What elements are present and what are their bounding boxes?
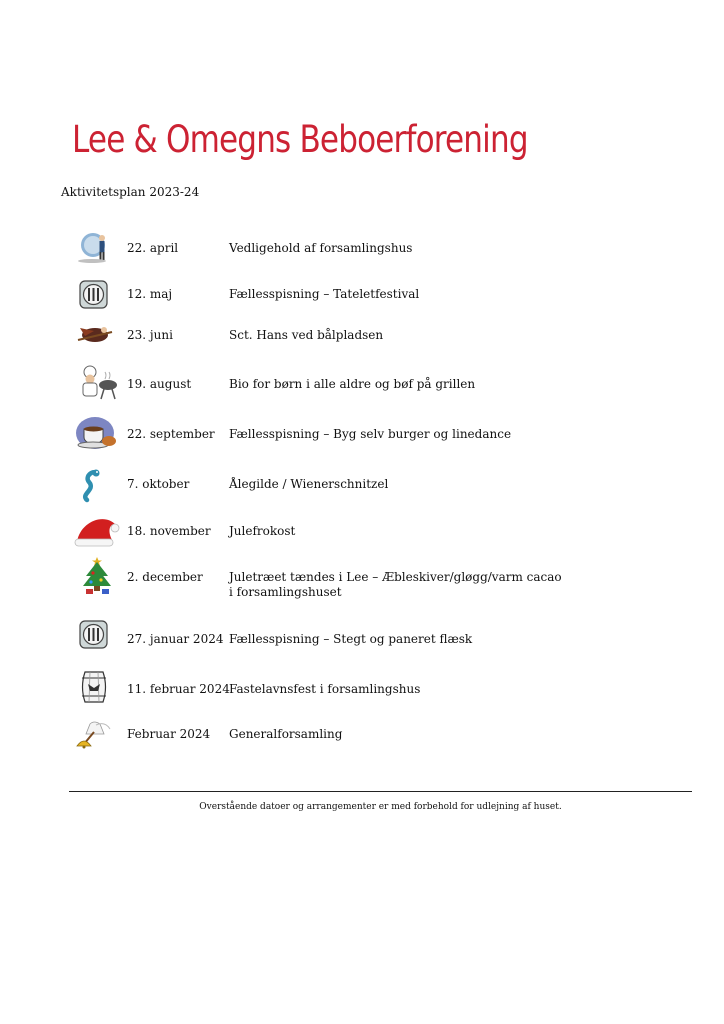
activity-date: 23. juni bbox=[127, 328, 173, 342]
activity-title: Sct. Hans ved bålpladsen bbox=[229, 328, 384, 342]
bell-icon bbox=[74, 716, 120, 756]
barrel-icon bbox=[74, 668, 120, 708]
footer-divider bbox=[69, 791, 692, 792]
santa-hat-icon bbox=[74, 512, 120, 552]
activity-title: Fællesspisning – Tateletfestival bbox=[229, 287, 420, 301]
activity-date: 12. maj bbox=[127, 287, 173, 301]
activity-title: Julefrokost bbox=[229, 524, 296, 538]
coffee-cup-icon bbox=[74, 414, 120, 454]
witch-broom-icon bbox=[74, 318, 120, 358]
activity-date: 19. august bbox=[127, 377, 192, 391]
handyman-icon bbox=[74, 230, 120, 270]
activity-title: Fællesspisning – Stegt og paneret flæsk bbox=[229, 632, 473, 646]
activity-date: 7. oktober bbox=[127, 477, 190, 491]
christmas-tree-icon bbox=[74, 556, 120, 596]
activity-date: 27. januar 2024 bbox=[127, 632, 224, 646]
page-title: Lee & Omegns Beboerforening bbox=[72, 118, 528, 161]
activity-date: 11. februar 2024 bbox=[127, 682, 230, 696]
plate-cutlery-icon bbox=[74, 618, 120, 658]
footer-note: Overstående datoer og arrangementer er med forbehold for udlejning af huset. bbox=[199, 802, 562, 812]
activity-title: Bio for børn i alle aldre og bøf på grillen bbox=[229, 377, 476, 391]
activity-title: Juletræet tændes i Lee – Æbleskiver/gløgg/varm cacao i forsamlingshuset bbox=[229, 570, 562, 599]
activity-date: 2. december bbox=[127, 570, 203, 584]
activity-title: Generalforsamling bbox=[229, 727, 343, 741]
activity-title: Fællesspisning – Byg selv burger og linedance bbox=[229, 427, 512, 441]
activity-title: Ålegilde / Wienerschnitzel bbox=[229, 477, 389, 491]
activity-date: 22. april bbox=[127, 241, 179, 255]
eel-icon bbox=[74, 464, 120, 504]
activity-date: 22. september bbox=[127, 427, 215, 441]
plate-cutlery-icon bbox=[74, 276, 120, 316]
activity-date: Februar 2024 bbox=[127, 727, 211, 741]
activity-title: Fastelavnsfest i forsamlingshus bbox=[229, 682, 421, 696]
activity-date: 18. november bbox=[127, 524, 211, 538]
page-subtitle: Aktivitetsplan 2023-24 bbox=[61, 185, 200, 199]
activity-title: Vedligehold af forsamlingshus bbox=[229, 241, 413, 255]
chef-grill-icon bbox=[74, 364, 120, 404]
